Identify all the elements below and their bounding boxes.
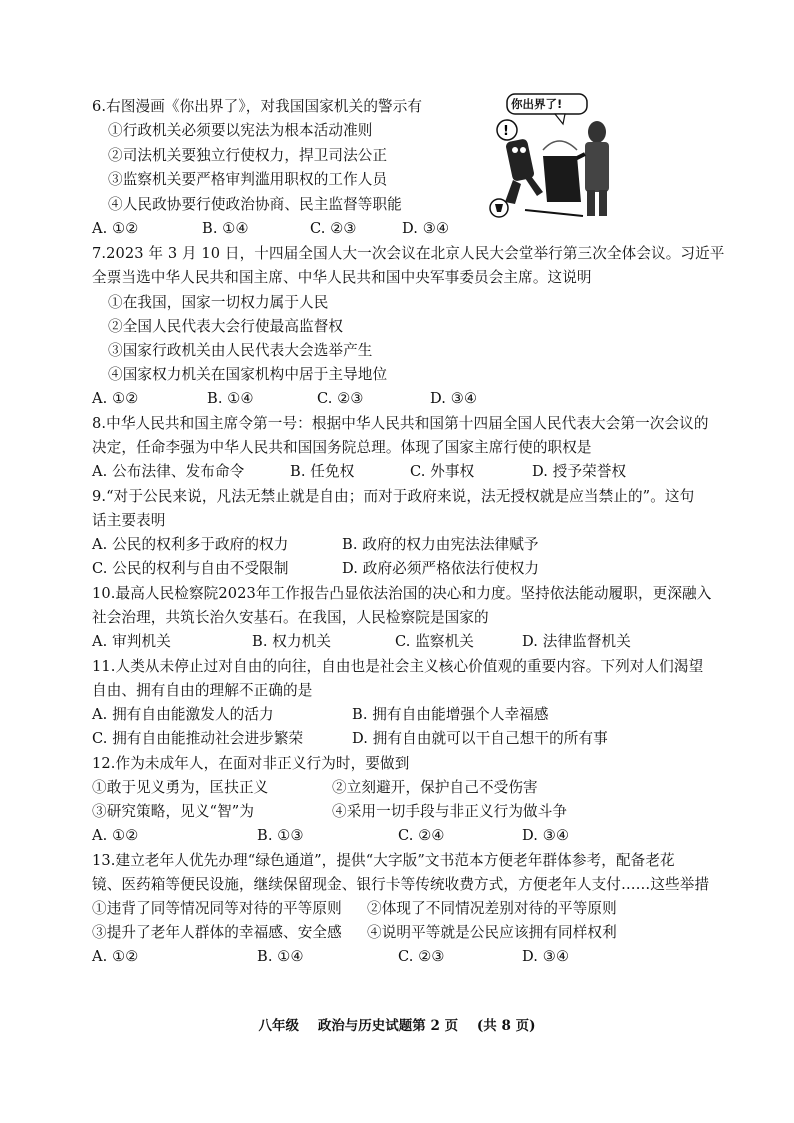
q6-item-1: ①行政机关必须要以宪法为根本活动准则 [108,122,373,139]
q11-stem-line1: 11.人类从未停止过对自由的向往，自由也是社会主义核心价值观的重要内容。下列对人们渴望 [92,658,704,675]
q6-stem: 6.右图漫画《你出界了》，对我国国家机关的警示有 [92,98,423,115]
q11-option-d: D. 拥有自由就可以干自己想干的所有事 [352,730,608,747]
q8-option-c: C. 外事权 [410,463,475,480]
q12-item-1: ①敢于见义勇为，匡扶正义 [92,779,269,796]
q13-item-1: ①违背了同等情况同等对待的平等原则 [92,900,342,917]
q6-option-c: C. ②③ [310,220,357,237]
q6-item-3: ③监察机关要严格审判滥用职权的工作人员 [108,171,388,188]
q9-stem-line2: 话主要表明 [92,512,166,529]
q7-option-b: B. ①④ [207,390,254,407]
q7-item-1: ①在我国，国家一切权力属于人民 [108,294,329,311]
q7-option-a: A. ①② [92,390,139,407]
q11-option-a: A. 拥有自由能激发人的活力 [92,706,274,723]
page-footer [0,1014,794,1034]
q7-item-4: ④国家权力机关在国家机构中居于主导地位 [108,366,388,383]
q13-stem-line2: 镜、医药箱等便民设施，继续保留现金、银行卡等传统收费方式，方便老年人支付……这些举措 [92,876,710,893]
q7-item-2: ②全国人民代表大会行使最高监督权 [108,318,344,335]
q12-item-2: ②立刻避开，保护自己不受伤害 [332,779,538,796]
q12-item-4: ④采用一切手段与非正义行为做斗争 [332,803,568,820]
q12-option-a: A. ①② [92,827,139,844]
q6-item-4: ④人民政协要行使政治协商、民主监督等职能 [108,196,402,213]
q13-item-4: ④说明平等就是公民应该拥有同样权利 [367,924,617,941]
q10-stem-line2: 社会治理，共筑长治久安基石。在我国，人民检察院是国家的 [92,609,489,626]
q13-item-3: ③提升了老年人群体的幸福感、安全感 [92,924,342,941]
q7-item-3: ③国家行政机关由人民代表大会选举产生 [108,342,373,359]
q11-option-b: B. 拥有自由能增强个人幸福感 [352,706,549,723]
q12-option-c: C. ②④ [398,827,445,844]
cartoon-illustration [485,92,615,222]
q13-stem-line1: 13.建立老年人优先办理“绿色通道”，提供“大字版”文书范本方便老年群体参考，配备老花 [92,852,675,869]
q12-stem: 12.作为未成年人，在面对非正义行为时，要做到 [92,755,410,772]
footer-grade: 八年级 [258,1018,299,1034]
q9-stem-line1: 9.“对于公民来说，凡法无禁止就是自由；而对于政府来说，法无授权就是应当禁止的”。这句 [92,488,695,505]
svg-text:!: ! [503,124,509,139]
q11-stem-line2: 自由、拥有自由的理解不正确的是 [92,682,313,699]
q10-option-b: B. 权力机关 [252,633,332,650]
q13-option-c: C. ②③ [398,948,445,965]
q12-option-d: D. ③④ [522,827,570,844]
q8-stem-line1: 8.中华人民共和国主席令第一号：根据中华人民共和国第十四届全国人民代表大会第一次会议的 [92,415,709,432]
q10-option-d: D. 法律监督机关 [522,633,631,650]
q8-option-b: B. 任免权 [290,463,355,480]
q9-option-c: C. 公民的权利与自由不受限制 [92,560,289,577]
q9-option-d: D. 政府必须严格依法行使权力 [342,560,540,577]
q6-item-2: ②司法机关要独立行使权力，捍卫司法公正 [108,147,388,164]
q11-option-c: C. 拥有自由能推动社会进步繁荣 [92,730,304,747]
q7-option-d: D. ③④ [430,390,478,407]
q7-stem-line2: 全票当选中华人民共和国主席、中华人民共和国中央军事委员会主席。这说明 [92,269,592,286]
q13-option-b: B. ①④ [257,948,304,965]
q10-option-c: C. 监察机关 [395,633,474,650]
q8-stem-line2: 决定，任命李强为中华人民共和国国务院总理。体现了国家主席行使的职权是 [92,439,592,456]
q13-option-d: D. ③④ [522,948,570,965]
q10-option-a: A. 审判机关 [92,633,171,650]
q12-item-3: ③研究策略，见义“智”为 [92,803,255,820]
q9-option-a: A. 公民的权利多于政府的权力 [92,536,289,553]
q8-option-d: D. 授予荣誉权 [532,463,627,480]
q9-option-b: B. 政府的权力由宪法法律赋予 [342,536,539,553]
footer-subject-page: 政治与历史试题第 2 页 [317,1018,459,1034]
footer-total: (共 8 页) [476,1018,536,1034]
q10-stem-line1: 10.最高人民检察院2023年工作报告凸显依法治国的决心和力度。坚持依法能动履职，更深融入 [92,585,712,602]
q6-option-d: D. ③④ [402,220,450,237]
cartoon-speech-text: 你出界了! [511,97,563,111]
q12-option-b: B. ①③ [257,827,304,844]
q6-option-a: A. ①② [92,220,139,237]
q7-option-c: C. ②③ [317,390,364,407]
q13-option-a: A. ①② [92,948,139,965]
q8-option-a: A. 公布法律、发布命令 [92,463,245,480]
q7-stem-line1: 7.2023 年 3 月 10 日，十四届全国人大一次会议在北京人民大会堂举行第三次全体会议。习近平 [92,245,725,262]
q6-option-b: B. ①④ [202,220,249,237]
q13-item-2: ②体现了不同情况差别对待的平等原则 [367,900,617,917]
